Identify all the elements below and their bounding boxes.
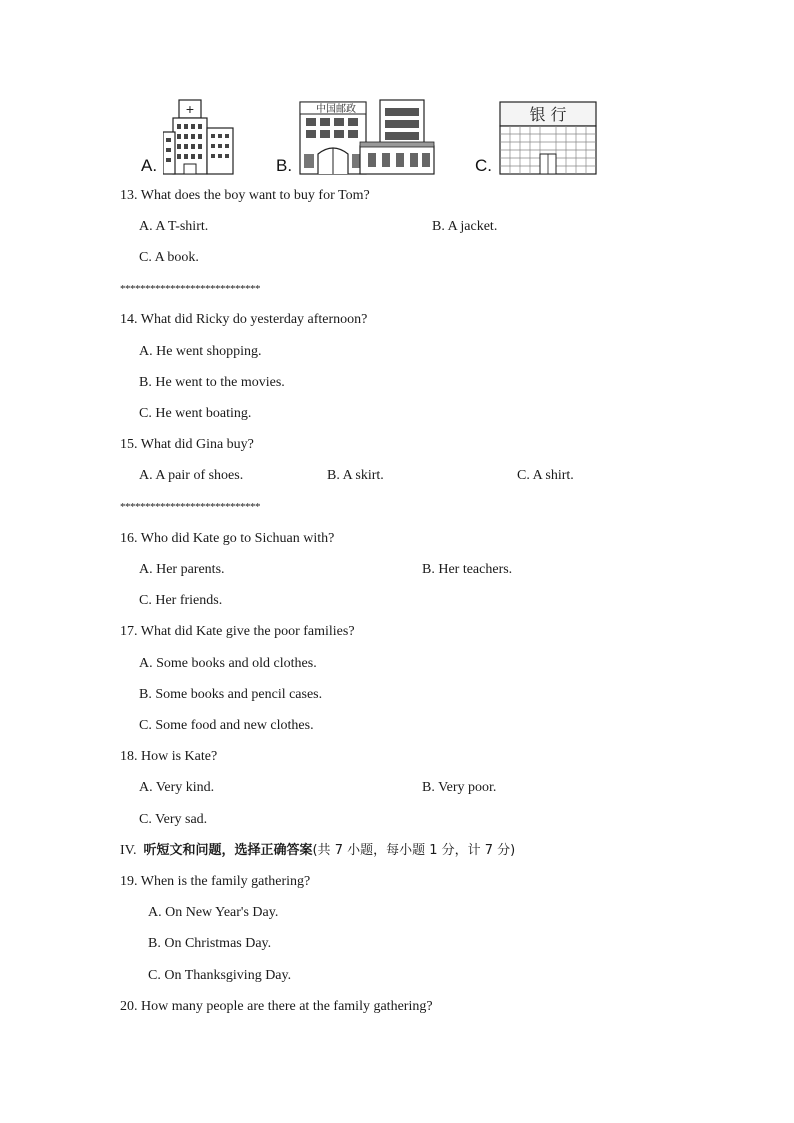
q14-option-c: C. He went boating.	[139, 406, 252, 421]
q16-option-c: C. Her friends.	[139, 593, 223, 608]
q19-option-c: C. On Thanksgiving Day.	[148, 968, 292, 983]
q19-option-a: A. On New Year's Day.	[148, 905, 279, 920]
q18-option-c: C. Very sad.	[139, 812, 208, 827]
q15-option-a: A. A pair of shoes.	[139, 468, 244, 483]
q18-option-b: B. Very poor.	[422, 780, 497, 795]
q15-option-b: B. A skirt.	[327, 468, 384, 483]
q13-option-a: A. A T-shirt.	[139, 219, 209, 234]
q16-option-a: A. Her parents.	[139, 562, 225, 577]
separator-2: ****************************	[120, 501, 260, 513]
q14-option-a: A. He went shopping.	[139, 344, 262, 359]
question-17: 17. What did Kate give the poor families?	[120, 624, 355, 639]
q17-option-a: A. Some books and old clothes.	[139, 656, 317, 671]
post-office-sign: 中国邮政	[316, 104, 356, 115]
q17-option-b: B. Some books and pencil cases.	[139, 687, 323, 702]
q15-option-c: C. A shirt.	[517, 468, 574, 483]
post-office-icon	[298, 98, 436, 176]
q14-option-b: B. He went to the movies.	[139, 375, 285, 390]
section-note: (共 7 小题，每小题 1 分，计 7 分)	[312, 843, 516, 858]
q13-option-c: C. A book.	[139, 250, 199, 265]
bank-sign: 银 行	[529, 105, 567, 124]
hospital-icon	[163, 98, 235, 176]
option-c-label: C.	[475, 156, 492, 175]
bank-icon	[498, 100, 598, 176]
option-b-label: B.	[276, 156, 293, 175]
question-20: 20. How many people are there at the family gathering?	[120, 999, 433, 1014]
question-19: 19. When is the family gathering?	[120, 874, 311, 889]
hospital-cross: +	[185, 101, 195, 117]
q17-option-c: C. Some food and new clothes.	[139, 718, 314, 733]
q16-option-b: B. Her teachers.	[422, 562, 513, 577]
option-a-label: A.	[141, 156, 158, 175]
section-title: 听短文和问题，选择正确答案	[143, 843, 313, 858]
question-13: 13. What does the boy want to buy for Tom?	[120, 188, 370, 203]
q19-option-b: B. On Christmas Day.	[148, 936, 272, 951]
section-number: IV.	[120, 843, 137, 858]
separator-1: ****************************	[120, 283, 260, 295]
question-15: 15. What did Gina buy?	[120, 437, 254, 452]
question-14: 14. What did Ricky do yesterday afternoon?	[120, 312, 368, 327]
question-16: 16. Who did Kate go to Sichuan with?	[120, 531, 335, 546]
section-4-heading	[120, 842, 515, 860]
q13-option-b: B. A jacket.	[432, 219, 498, 234]
question-18: 18. How is Kate?	[120, 749, 218, 764]
q18-option-a: A. Very kind.	[139, 780, 215, 795]
